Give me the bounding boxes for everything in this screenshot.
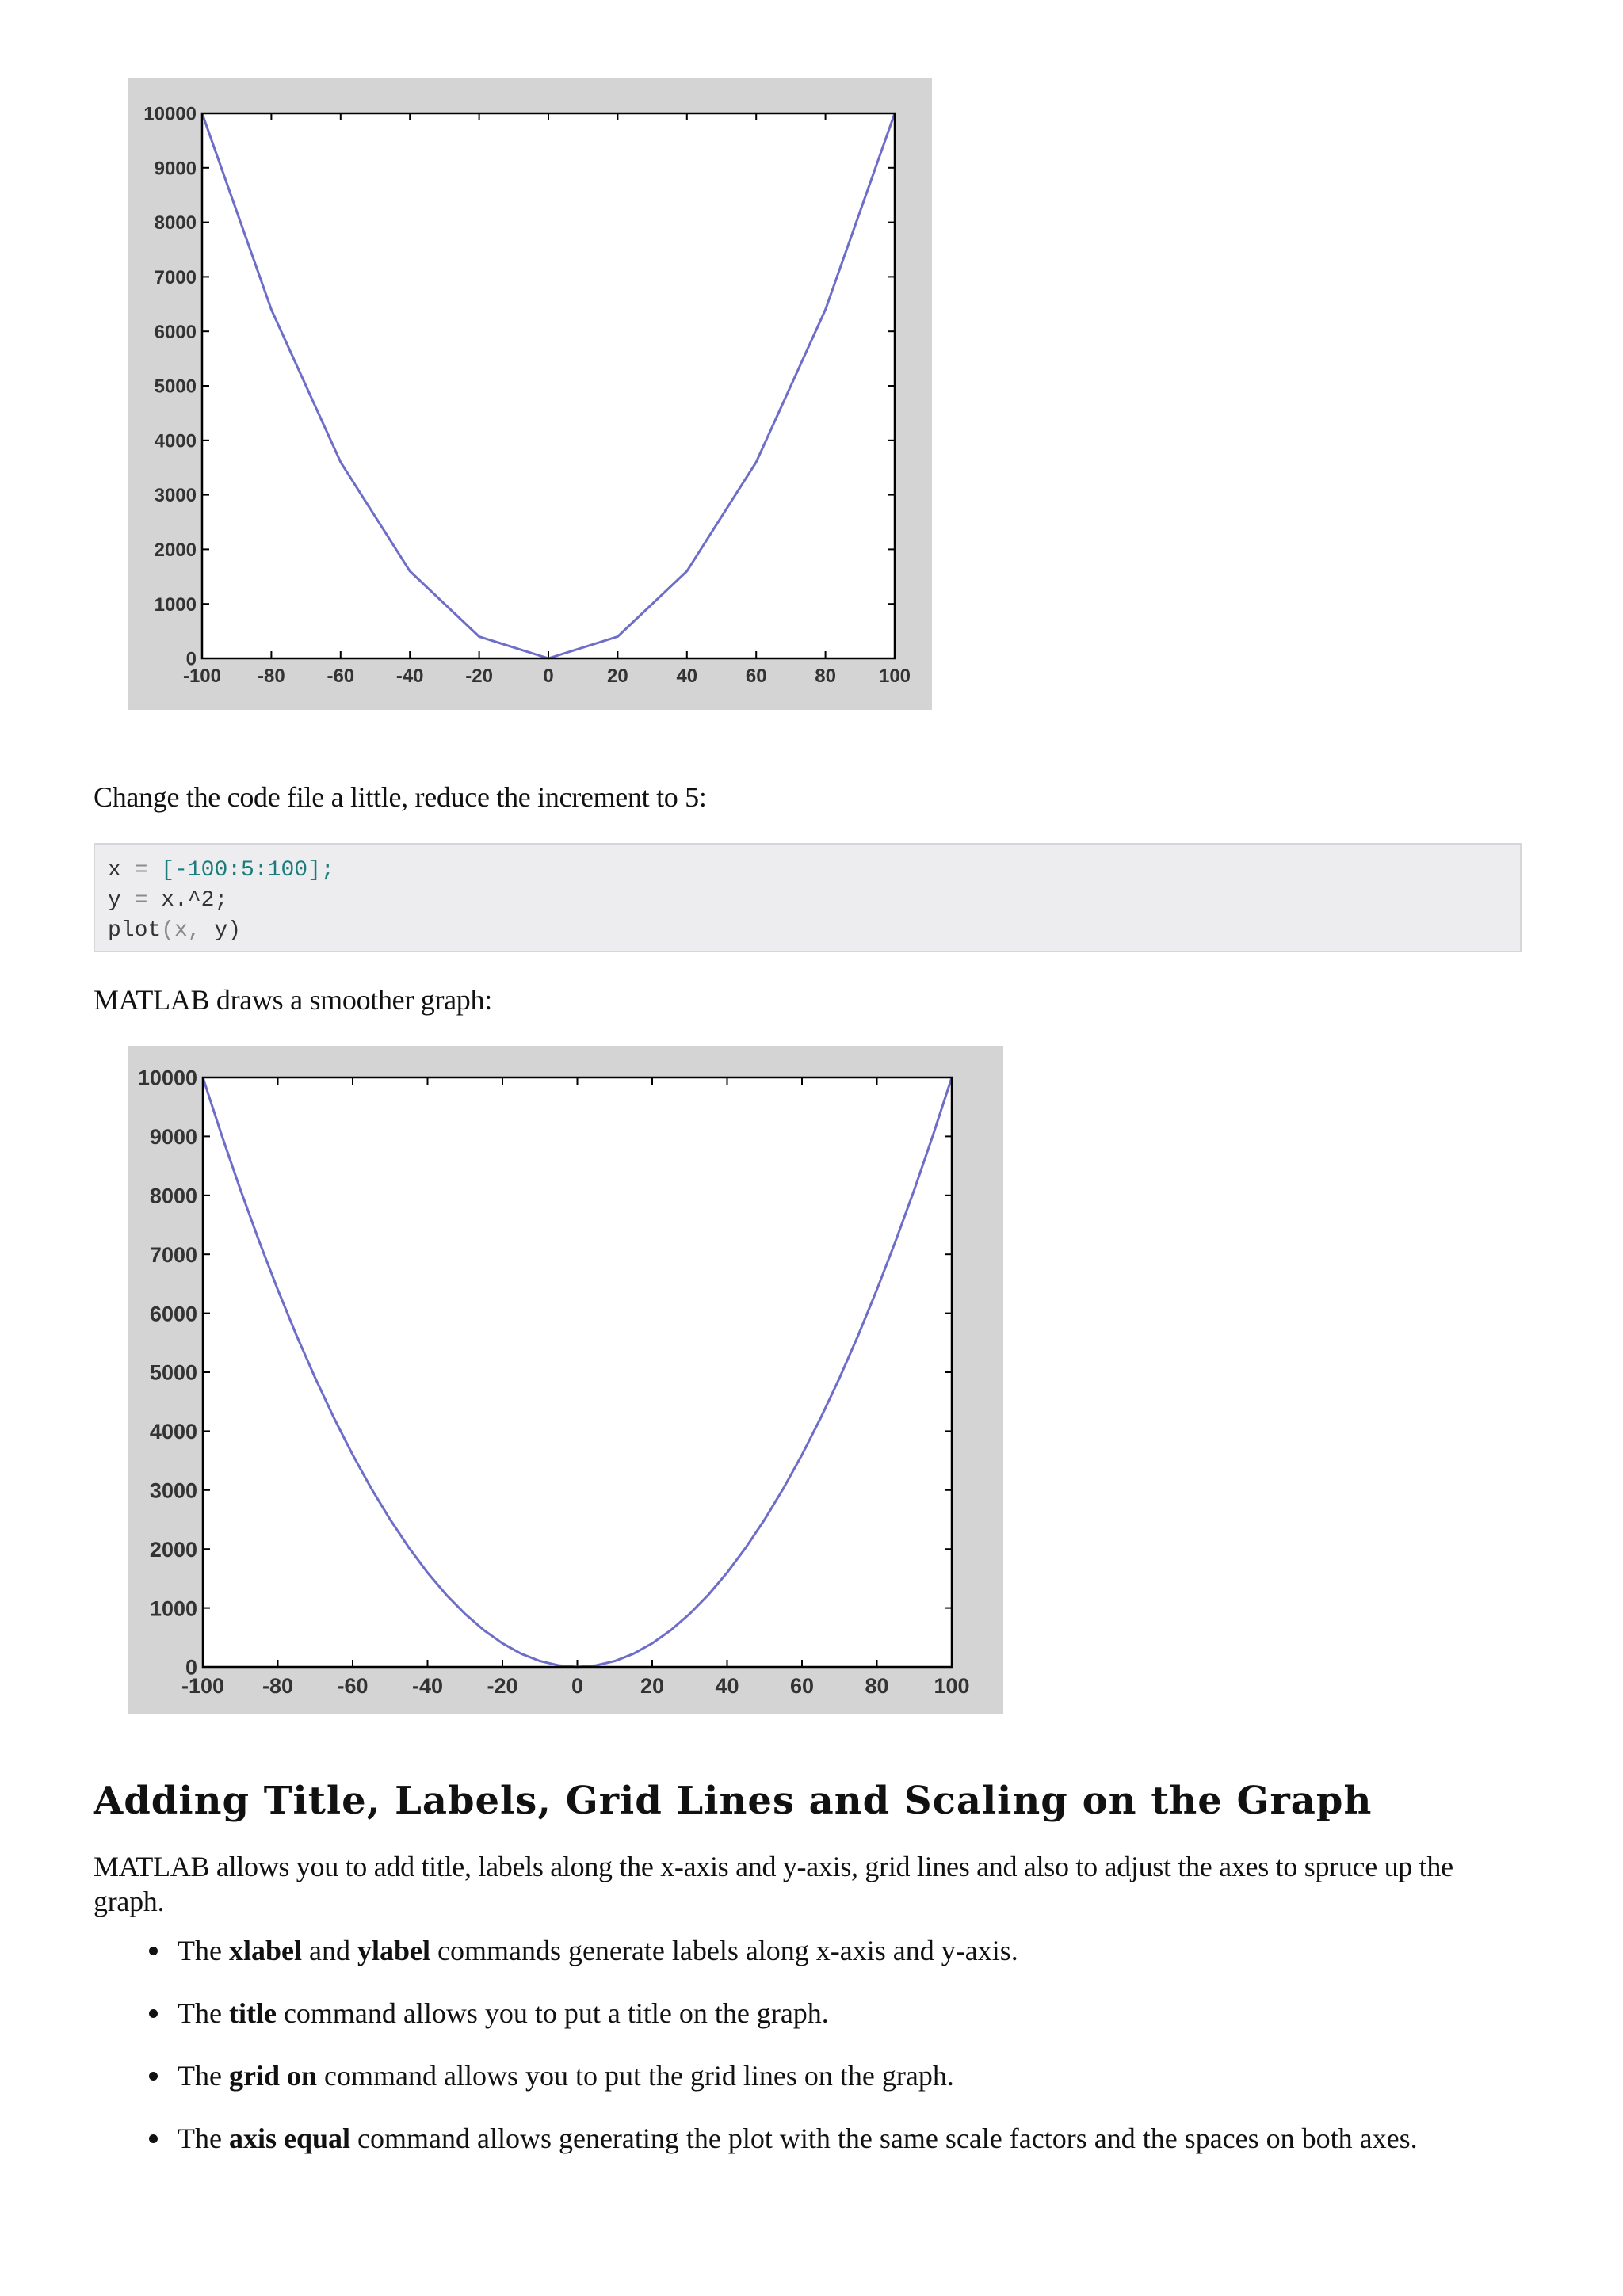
code-token: (x, bbox=[161, 918, 215, 943]
y-tick-label: 4000 bbox=[154, 430, 197, 452]
plot-figure-2 bbox=[128, 1046, 1003, 1714]
x-tick-label: 20 bbox=[640, 1674, 665, 1698]
x-tick-label: 100 bbox=[934, 1674, 970, 1698]
y-tick-label: 3000 bbox=[149, 1478, 197, 1503]
section-heading: Adding Title, Labels, Grid Lines and Scaling on the Graph bbox=[94, 1779, 1373, 1823]
keyword-ylabel: ylabel bbox=[357, 1935, 430, 1966]
y-tick-label: 7000 bbox=[154, 267, 197, 289]
y-tick-label: 9000 bbox=[149, 1125, 197, 1150]
list-item bbox=[178, 2121, 1604, 2156]
list-text: The bbox=[178, 2060, 229, 2092]
list-text: and bbox=[301, 1935, 357, 1966]
list-item bbox=[178, 2058, 1604, 2093]
plot-1-svg bbox=[128, 78, 932, 710]
code-token: plot bbox=[108, 918, 162, 943]
command-list bbox=[94, 1933, 1604, 2183]
keyword-xlabel: xlabel bbox=[228, 1935, 302, 1966]
list-text: The bbox=[178, 1935, 229, 1966]
intro-paragraph: Change the code file a little, reduce the increment to 5: bbox=[94, 781, 707, 813]
x-tick-label: 0 bbox=[543, 666, 554, 687]
plot-figure-1 bbox=[128, 78, 932, 710]
x-tick-label: -20 bbox=[465, 666, 493, 687]
y-tick-label: 0 bbox=[185, 1655, 197, 1680]
list-text: command allows you to put the grid lines on the graph. bbox=[317, 2060, 954, 2092]
x-tick-label: 20 bbox=[607, 666, 628, 687]
list-text: commands generate labels along x-axis and y-axis. bbox=[430, 1935, 1018, 1966]
y-tick-label: 7000 bbox=[149, 1242, 197, 1267]
code-line-3 bbox=[108, 916, 1507, 946]
y-tick-label: 3000 bbox=[154, 485, 197, 507]
x-tick-label: -60 bbox=[337, 1674, 369, 1698]
keyword-title: title bbox=[228, 1997, 277, 2029]
code-token: = bbox=[120, 858, 162, 883]
code-line-2 bbox=[108, 886, 1507, 916]
y-tick-label: 2000 bbox=[149, 1537, 197, 1562]
y-tick-label: 0 bbox=[185, 648, 197, 670]
code-token: [-100:5:100]; bbox=[161, 858, 334, 883]
code-token: y bbox=[108, 888, 121, 913]
x-tick-label: -100 bbox=[182, 666, 222, 687]
x-tick-label: 40 bbox=[715, 1674, 739, 1698]
x-tick-label: 0 bbox=[571, 1674, 584, 1698]
x-tick-label: 60 bbox=[789, 1674, 815, 1698]
x-tick-label: -80 bbox=[258, 666, 285, 687]
y-tick-label: 2000 bbox=[154, 540, 197, 562]
y-tick-label: 4000 bbox=[149, 1420, 197, 1444]
y-tick-label: 10000 bbox=[143, 103, 197, 125]
y-tick-label: 9000 bbox=[154, 158, 197, 180]
x-tick-label: 80 bbox=[815, 666, 836, 687]
x-tick-label: -20 bbox=[487, 1674, 518, 1698]
x-tick-label: -60 bbox=[327, 666, 355, 687]
list-text: The bbox=[178, 2122, 229, 2154]
code-token: x bbox=[108, 858, 121, 883]
x-tick-label: 80 bbox=[865, 1674, 889, 1698]
plot-2-svg bbox=[128, 1046, 1003, 1714]
code-token: = bbox=[120, 888, 162, 913]
smoother-paragraph: MATLAB draws a smoother graph: bbox=[94, 984, 492, 1016]
x-tick-label: -40 bbox=[411, 1674, 444, 1698]
x-tick-label: 40 bbox=[676, 666, 698, 687]
code-token: y) bbox=[214, 918, 242, 943]
description-paragraph: MATLAB allows you to add title, labels along the x-axis and y-axis, grid lines and also to adjust the axes to spruce up the graph. bbox=[94, 1851, 1453, 1917]
x-tick-label: 60 bbox=[745, 666, 767, 687]
y-tick-label: 5000 bbox=[154, 376, 197, 398]
list-text: command allows generating the plot with the same scale factors and the spaces on both axes. bbox=[350, 2122, 1418, 2154]
y-tick-label: 1000 bbox=[154, 593, 197, 616]
y-tick-label: 8000 bbox=[149, 1184, 197, 1208]
y-tick-label: 8000 bbox=[154, 212, 197, 235]
y-tick-label: 6000 bbox=[154, 321, 197, 343]
list-text: The bbox=[178, 1997, 229, 2029]
code-line-1 bbox=[108, 856, 1507, 886]
x-tick-label: -40 bbox=[395, 666, 424, 687]
x-tick-label: -100 bbox=[181, 1674, 225, 1698]
x-tick-label: -80 bbox=[262, 1674, 294, 1698]
code-token: x.^2; bbox=[161, 888, 228, 913]
y-tick-label: 6000 bbox=[149, 1302, 197, 1326]
list-item bbox=[178, 1933, 1604, 1968]
list-item bbox=[178, 1996, 1604, 2031]
x-tick-label: 100 bbox=[878, 666, 911, 687]
list-text: command allows you to put a title on the graph. bbox=[276, 1997, 829, 2029]
code-block bbox=[94, 843, 1522, 952]
keyword-axis-equal: axis equal bbox=[228, 2122, 351, 2154]
plot-area bbox=[203, 1077, 952, 1667]
y-tick-label: 5000 bbox=[149, 1360, 197, 1385]
y-tick-label: 10000 bbox=[137, 1066, 197, 1090]
keyword-grid-on: grid on bbox=[228, 2060, 317, 2092]
y-tick-label: 1000 bbox=[149, 1596, 197, 1621]
